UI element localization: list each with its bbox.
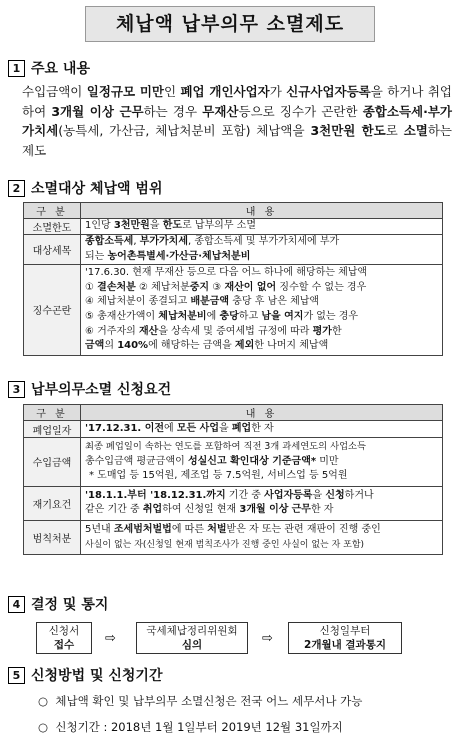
- section-title: 주요 내용: [31, 61, 90, 77]
- table-row: [24, 520, 443, 554]
- row-content: 1인당 3천만원을 한도로 납부의무 소멸: [81, 219, 443, 235]
- list-item: ○ 체납액 확인 및 납부의무 소멸신청은 전국 어느 세무서나 가능: [38, 694, 363, 708]
- table-row: [24, 219, 443, 235]
- section-number: 3: [8, 381, 25, 398]
- table-header-row: [24, 405, 443, 421]
- table-header: 내 용: [81, 203, 443, 219]
- section-4-heading: [8, 594, 108, 614]
- section-2-heading: [8, 178, 162, 198]
- table-row: [24, 265, 443, 356]
- section-1-heading: [8, 58, 90, 78]
- row-label: 범칙처분: [24, 520, 81, 554]
- table-row: [24, 486, 443, 520]
- section-title: 결정 및 통지: [31, 597, 109, 613]
- section-number: 1: [8, 60, 25, 77]
- requirements-table: [23, 404, 443, 555]
- row-content: '18.1.1.부터 '18.12.31.까지 기간 중 사업자등록을 신청하거나 같은 기간 중 취업하여 신청일 현재 3개월 이상 근무한 자: [81, 486, 443, 520]
- bullet-icon: ○: [38, 720, 49, 734]
- row-label: 징수곤란: [24, 265, 81, 356]
- table-header: 구 분: [24, 405, 81, 421]
- scope-table: [23, 202, 443, 356]
- section-title: 납부의무소멸 신청요건: [31, 382, 172, 398]
- section-title: 소멸대상 체납액 범위: [31, 181, 163, 197]
- step-box-receive: 신청서 접수: [36, 622, 92, 654]
- table-row: [24, 438, 443, 487]
- section-5-heading: [8, 665, 162, 685]
- row-content: '17.12.31. 이전에 모든 사업을 폐업한 자: [81, 421, 443, 438]
- row-label: 폐업일자: [24, 421, 81, 438]
- section-number: 5: [8, 667, 25, 684]
- arrow-icon: ⇨: [105, 631, 116, 646]
- row-label: 재기요건: [24, 486, 81, 520]
- table-row: [24, 421, 443, 438]
- section-title: 신청방법 및 신청기간: [31, 668, 163, 684]
- row-label: 소멸한도: [24, 219, 81, 235]
- table-row: [24, 235, 443, 265]
- bullet-icon: ○: [38, 694, 49, 708]
- page-title: 체납액 납부의무 소멸제도: [85, 6, 375, 42]
- row-content: '17.6.30. 현재 무재산 등으로 다음 어느 하나에 해당하는 체납액 ① 결손처분 ② 체납처분중지 ③ 재산이 없어 징수할 수 없는 경우 ④ 체납처분이 종결되고 배분금액 충당 후 남은 체납액 ⑤ 총재산가액이 체납처분비에 충당하고 남을 여지가 없는 경우 ⑥ 거주자의 재산을 상속세 및 증여세법 규정에 따라 평가한 금액의 140%에 해당하는 금액을 제외한 나머지 체납액: [81, 265, 443, 356]
- table-header: 내 용: [81, 405, 443, 421]
- arrow-icon: ⇨: [262, 631, 273, 646]
- section-3-heading: [8, 379, 171, 399]
- list-item: ○ 신청기간 : 2018년 1월 1일부터 2019년 12월 31일까지: [38, 720, 343, 734]
- section-number: 2: [8, 180, 25, 197]
- row-content: 5년내 조세범처벌법에 따른 처벌받은 자 또는 관련 재판이 진행 중인 사실이 없는 자(신청일 현재 범칙조사가 진행 중인 사실이 없는 자 포함): [81, 520, 443, 554]
- section-number: 4: [8, 596, 25, 613]
- step-box-notify: 신청일부터 2개월내 결과통지: [288, 622, 402, 654]
- row-label: 수입금액: [24, 438, 81, 487]
- row-content: 최종 폐업일이 속하는 연도를 포함하여 직전 3개 과세연도의 사업소득 총수입금액 평균금액이 성실신고 확인대상 기준금액* 미만 * 도매업 등 15억원, 제조업 등 7.5억원, 서비스업 등 5억원: [81, 438, 443, 487]
- row-content: 종합소득세, 부가가치세, 종합소득세 및 부가가치세에 부가 되는 농어촌특별세·가산금·체납처분비: [81, 235, 443, 265]
- table-header-row: [24, 203, 443, 219]
- step-box-review: 국세체납정리위원회 심의: [136, 622, 248, 654]
- row-label: 대상세목: [24, 235, 81, 265]
- table-header: 구 분: [24, 203, 81, 219]
- section-1-paragraph: 수입금액이 일정규모 미만인 폐업 개인사업자가 신규사업자등록을 하거나 취업하여 3개월 이상 근무하는 경우 무재산등으로 징수가 곤란한 종합소득세·부가가치세(농특세, 가산금, 체납처분비 포함) 체납액을 3천만원 한도로 소멸하는 제도: [22, 84, 453, 158]
